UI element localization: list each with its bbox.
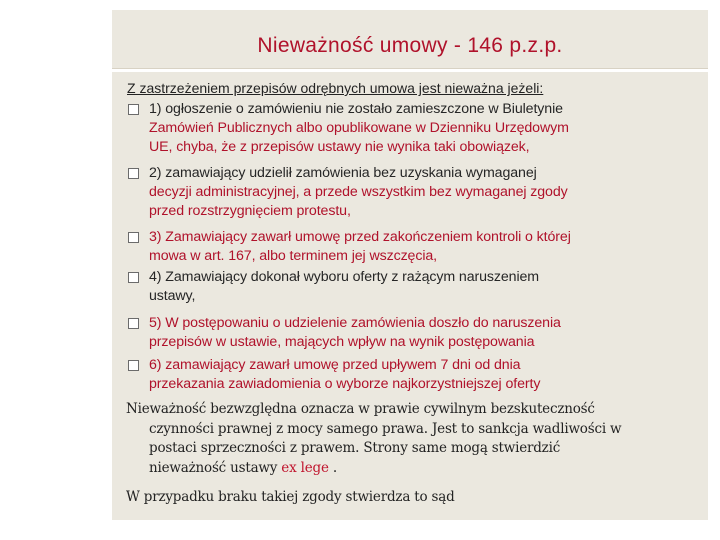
list-item-line: mowa w art. 167, albo terminem jej wszczęcia, — [149, 248, 438, 264]
list-item — [128, 314, 693, 352]
checkbox-bullet-icon — [128, 318, 139, 329]
list-item — [128, 228, 693, 266]
list-item-line: przed rozstrzygnięciem protestu, — [149, 203, 351, 219]
list-item-line: 6) zamawiający zawarł umowę przed upływem 7 dni od dnia — [149, 357, 521, 373]
list-item-line: decyzji administracyjnej, a przede wszystkim bez wymaganej zgody — [149, 184, 568, 200]
paragraph-line: postaci sprzeczności z prawem. Strony same mogą stwierdzić — [149, 440, 561, 456]
list-item-line: ustawy, — [149, 288, 196, 304]
list-item-line: przepisów w ustawie, mających wpływ na wynik postępowania — [149, 334, 535, 350]
list-item — [128, 268, 693, 306]
title-panel — [112, 10, 708, 69]
definition-paragraph — [126, 400, 696, 478]
paragraph-text: nieważność ustawy — [149, 459, 278, 476]
checkbox-bullet-icon — [128, 232, 139, 243]
paragraph-line — [126, 459, 696, 479]
checkbox-bullet-icon — [128, 360, 139, 371]
checkbox-bullet-icon — [128, 104, 139, 115]
list-item — [128, 100, 693, 157]
paragraph-text: . — [332, 459, 337, 476]
list-item-line: UE, chyba, że z przepisów ustawy nie wynika taki obowiązek, — [149, 139, 530, 155]
checkbox-bullet-icon — [128, 272, 139, 283]
list-item-line: 5) W postępowaniu o udzielenie zamówienia doszło do naruszenia — [149, 315, 561, 331]
slide-title: Nieważność umowy - 146 p.z.p. — [257, 34, 563, 57]
court-statement: W przypadku braku takiej zgody stwierdza to sąd — [126, 489, 455, 505]
list-item — [128, 164, 693, 221]
paragraph-line: czynności prawnej z mocy samego prawa. Jest to sankcja wadliwości w — [149, 420, 622, 437]
checkbox-bullet-icon — [128, 168, 139, 179]
ex-lege-highlight: ex lege — [281, 459, 329, 476]
list-item-line: 3) Zamawiający zawarł umowę przed zakończeniem kontroli o której — [149, 229, 571, 245]
list-item-line: 1) ogłoszenie o zamówieniu nie zostało zamieszczone w Biuletynie — [149, 101, 563, 117]
list-item-line: 2) zamawiający udzielił zamówienia bez uzyskania wymaganej — [149, 165, 537, 181]
list-item-line: 4) Zamawiający dokonał wyboru oferty z rażącym naruszeniem — [149, 269, 540, 285]
paragraph-line: Nieważność bezwzględna oznacza w prawie cywilnym bezskuteczność — [126, 401, 595, 417]
list-item-line: Zamówień Publicznych albo opublikowane w Dzienniku Urzędowym — [149, 120, 569, 136]
intro-text: Z zastrzeżeniem przepisów odrębnych umowa jest nieważna jeżeli: — [127, 80, 544, 96]
list-item — [128, 356, 693, 394]
list-item-line: przekazania zawiadomienia o wyborze najkorzystniejszej oferty — [149, 376, 541, 392]
